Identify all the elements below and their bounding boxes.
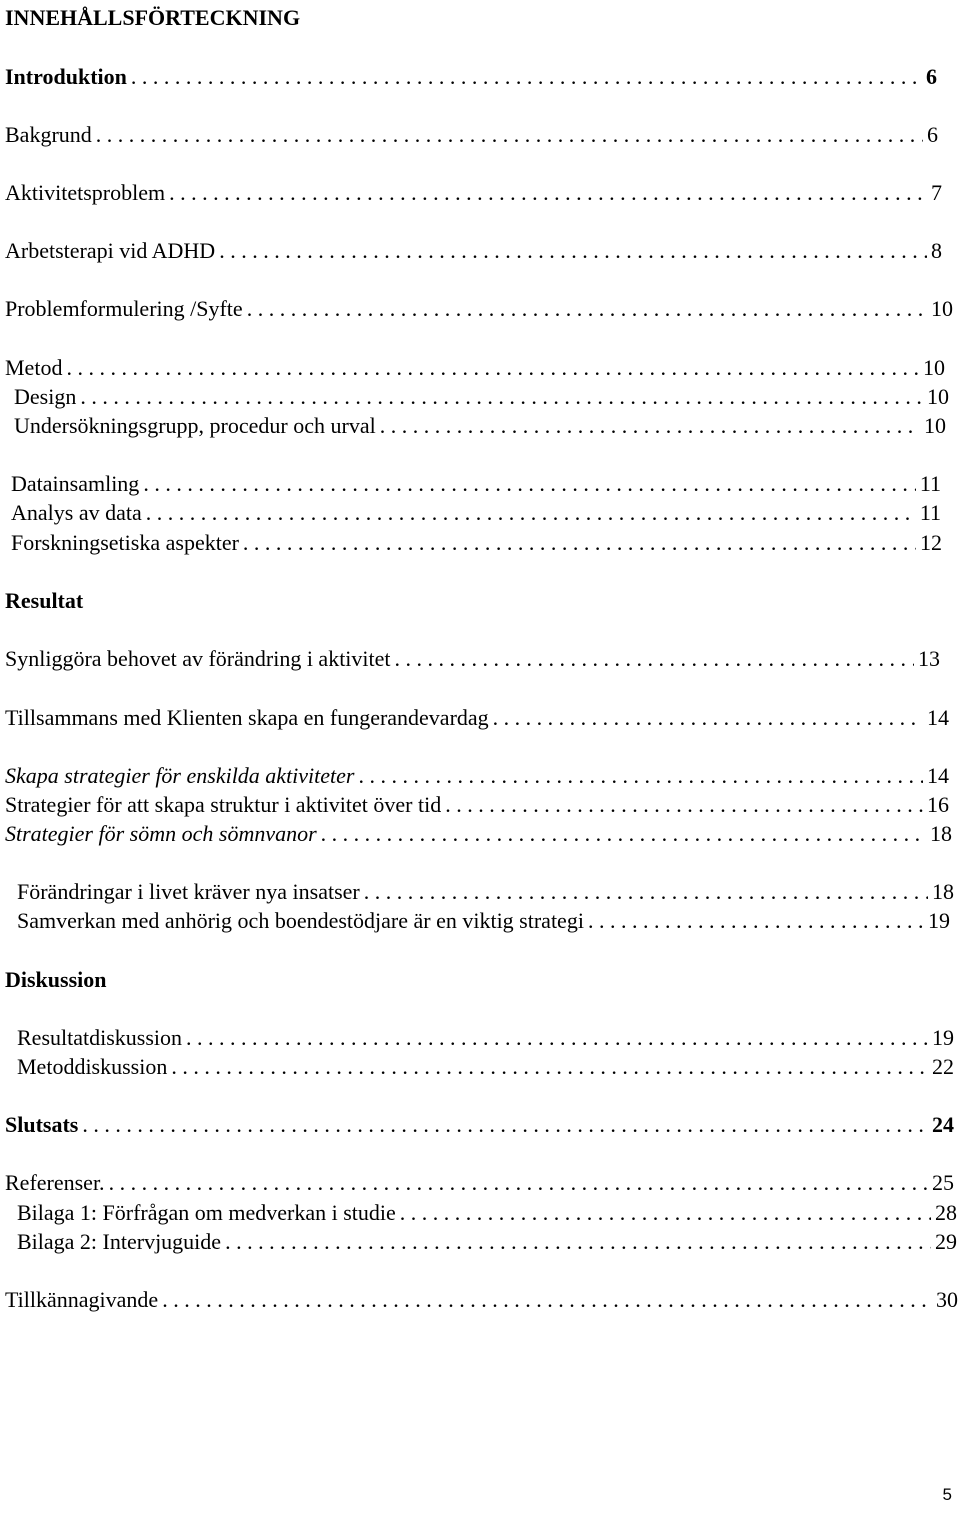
toc-entry-forandringar-i-livet: Förändringar i livet kräver nya insatser . . . 18 bbox=[17, 878, 954, 906]
toc-heading: INNEHÅLLSFÖRTECKNING bbox=[5, 5, 301, 30]
toc-entry-problemformulering: Problemformulering /Syfte . . . 10 bbox=[5, 295, 953, 323]
toc-entry-referenser: Referenser. . . . 25 bbox=[5, 1169, 954, 1197]
toc-entry-diskussion: Diskussion bbox=[5, 967, 107, 992]
toc-entry-datainsamling: Datainsamling . . . 11 bbox=[11, 470, 941, 498]
toc-entry-design: Design . . . 10 bbox=[14, 383, 949, 411]
toc-entry-synliggora-behovet: Synliggöra behovet av förändring i aktivitet . . . 13 bbox=[5, 645, 940, 673]
toc-entry-resultatdiskussion: Resultatdiskussion . . . 19 bbox=[17, 1024, 954, 1052]
toc-entry-skapa-strategier: Skapa strategier för enskilda aktiviteter . . . 14 bbox=[5, 762, 949, 790]
toc-entry-aktivitetsproblem: Aktivitetsproblem . . . 7 bbox=[5, 179, 942, 207]
toc-entry-bilaga-1: Bilaga 1: Förfrågan om medverkan i studie . . . 28 bbox=[17, 1199, 957, 1227]
toc-entry-undersokningsgrupp: Undersökningsgrupp, procedur och urval . . . 10 bbox=[14, 412, 946, 440]
toc-entry-arbetsterapi-vid-adhd: Arbetsterapi vid ADHD . . . 8 bbox=[5, 237, 942, 265]
toc-entry-introduktion: Introduktion . . . 6 bbox=[5, 63, 937, 91]
toc-entry-slutsats: Slutsats . . . 24 bbox=[5, 1111, 954, 1139]
toc-entry-samverkan-med-anhorig: Samverkan med anhörig och boendestödjare är en viktig strategi . . . 19 bbox=[17, 907, 950, 935]
toc-entry-metoddiskussion: Metoddiskussion . . . 22 bbox=[17, 1053, 954, 1081]
toc-entry-strategier-somn: Strategier för sömn och sömnvanor . . . 18 bbox=[5, 820, 952, 848]
toc-entry-metod: Metod . . . 10 bbox=[5, 354, 945, 382]
toc-entry-bilaga-2: Bilaga 2: Intervjuguide . . . 29 bbox=[17, 1228, 957, 1256]
page-number: 5 bbox=[942, 1485, 952, 1504]
toc-entry-strategier-struktur: Strategier för att skapa struktur i aktivitet över tid . . . 16 bbox=[5, 791, 949, 819]
toc-entry-tillkannagivande: Tillkännagivande . . . 30 bbox=[5, 1286, 958, 1314]
toc-entry-bakgrund: Bakgrund . . . 6 bbox=[5, 121, 938, 149]
toc-entry-tillsammans-med-klienten: Tillsammans med Klienten skapa en fungerandevardag . . . 14 bbox=[5, 704, 949, 732]
toc-entry-analys-av-data: Analys av data . . . 11 bbox=[11, 499, 941, 527]
toc-entry-resultat: Resultat bbox=[5, 588, 84, 613]
toc-entry-forskningsetiska-aspekter: Forskningsetiska aspekter . . . 12 bbox=[11, 529, 942, 557]
